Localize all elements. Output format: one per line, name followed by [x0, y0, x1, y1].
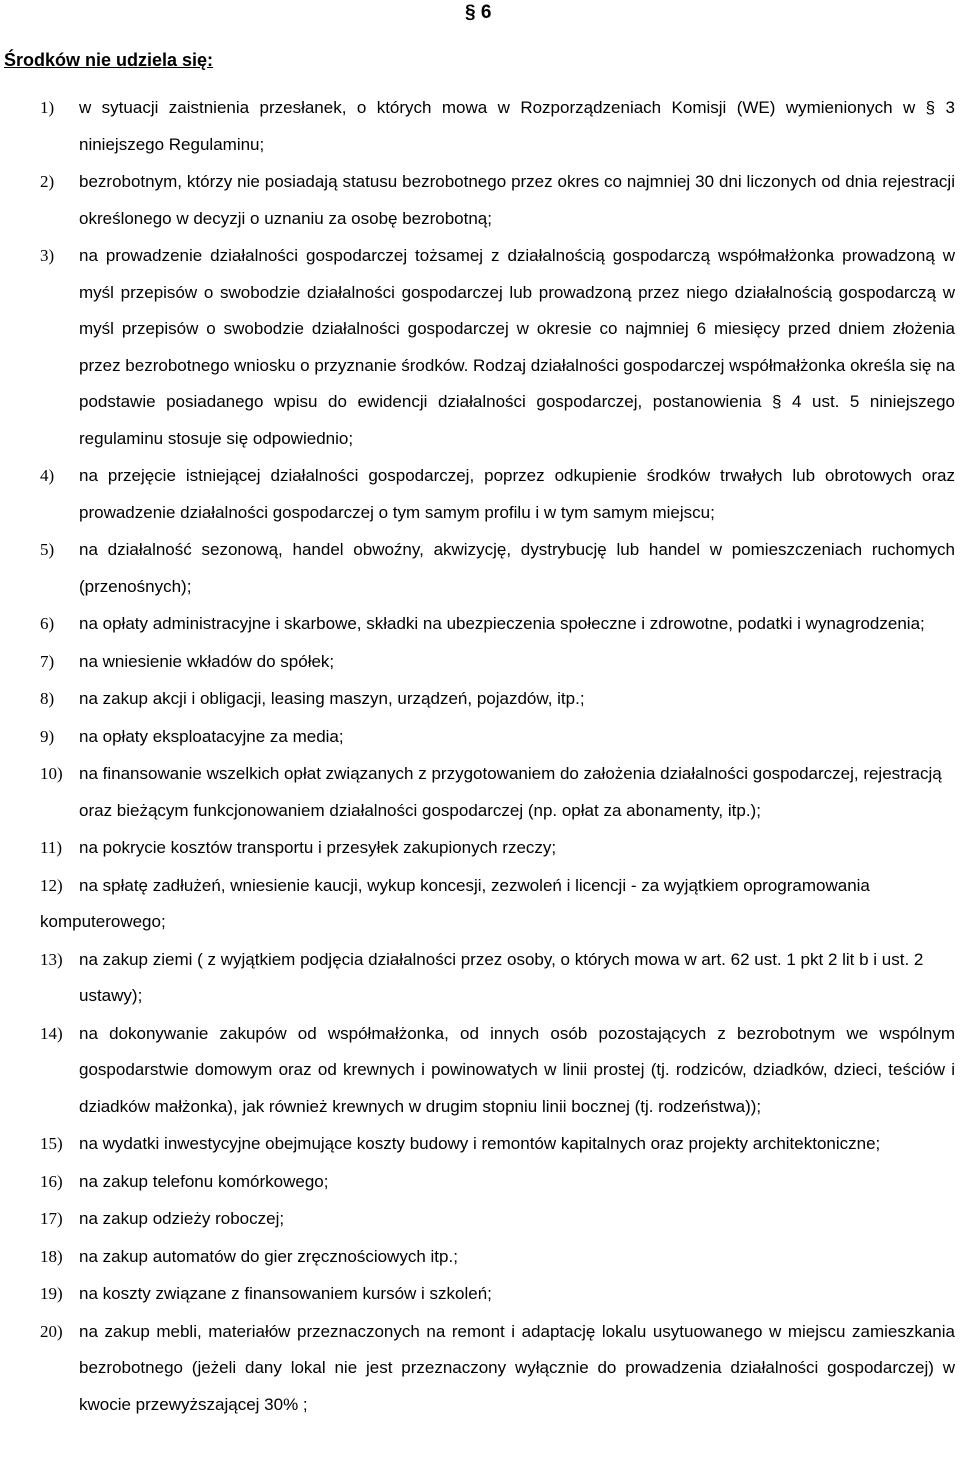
item-text: na zakup odzieży roboczej; [79, 1209, 285, 1228]
list-item [0, 681, 960, 718]
item-text: w sytuacji zaistnienia przesłanek, o których mowa w Rozporządzeniach Komisji (WE) wymienionych w § 3 niniejszego Regulaminu; [79, 98, 955, 154]
list-item [0, 458, 960, 531]
item-text: na zakup akcji i obligacji, leasing maszyn, urządzeń, pojazdów, itp.; [79, 689, 585, 708]
item-number: 8) [40, 689, 55, 708]
list-item [0, 1016, 960, 1126]
item-number: 5) [40, 540, 55, 559]
list-item [0, 90, 960, 163]
item-number: 4) [40, 466, 55, 485]
list-item [0, 1126, 960, 1163]
item-text: na zakup ziemi ( z wyjątkiem podjęcia działalności przez osoby, o których mowa w art. 62 ust. 1 pkt 2 lit b i ust. 2 ustawy); [79, 949, 924, 1005]
list-item [0, 1276, 960, 1313]
item-text: na wydatki inwestycyjne obejmujące koszty budowy i remontów kapitalnych oraz projekty architektoniczne; [79, 1134, 881, 1153]
list-item [0, 644, 960, 681]
item-text: bezrobotnym, którzy nie posiadają statusu bezrobotnego przez okres co najmniej 30 dni liczonych od dnia rejestracji określonego w decyzji o uznaniu za osobę bezrobotną; [79, 172, 955, 228]
list-item [0, 1164, 960, 1201]
item-number: 1) [40, 98, 55, 117]
item-text: na dokonywanie zakupów od współmałżonka, od innych osób pozostających z bezrobotnym we wspólnym gospodarstwie domowym oraz od krewnych i powinowatych w linii prostej (tj. rodziców, dziadków, dzieci, teściów i dziadków małżonka), jak również krewnych w drugim stopniu linii bocznej (tj. rodzeństwa)); [79, 1023, 955, 1116]
item-number: 6) [40, 614, 55, 633]
item-number: 10) [40, 764, 63, 783]
list-item [0, 1201, 960, 1238]
list-item [0, 868, 960, 941]
item-number: 19) [40, 1284, 63, 1303]
item-text: na opłaty administracyjne i skarbowe, składki na ubezpieczenia społeczne i zdrowotne, podatki i wynagrodzenia; [79, 614, 925, 633]
section-heading: Środków nie udziela się: [4, 50, 214, 70]
item-number: 11) [40, 838, 63, 857]
item-text: na opłaty eksploatacyjne za media; [79, 726, 344, 746]
item-number: 20) [40, 1321, 63, 1341]
item-text: na przejęcie istniejącej działalności gospodarczej, poprzez odkupienie środków trwałych lub obrotowych oraz prowadzenie działalności gospodarczej o tym samym profilu i w tym samym miejscu; [79, 466, 955, 522]
item-text: na wniesienie wkładów do spółek; [79, 651, 335, 671]
item-text: na spłatę zadłużeń, wniesienie kaucji, wykup koncesji, zezwoleń i licencji - za wyjątkiem oprogramowania komputerowego; [40, 875, 870, 931]
item-number: 12) [40, 875, 63, 895]
section-number: § 6 [465, 2, 492, 23]
item-number: 18) [40, 1246, 63, 1266]
exclusion-list [0, 90, 960, 1424]
item-number: 9) [40, 726, 55, 746]
item-text: na działalność sezonową, handel obwoźny, akwizycję, dystrybucję lub handel w pomieszczeniach ruchomych (przenośnych); [79, 540, 955, 596]
list-item [0, 164, 960, 237]
list-item [0, 942, 960, 1015]
item-text: na prowadzenie działalności gospodarczej tożsamej z działalnością gospodarczą współmałżonka prowadzoną w myśl przepisów o swobodzie działalności gospodarczej lub prowadzoną przez niego działalnością gospodarczą w myśl przepisów o swobodzie działalności gospodarczej w okresie co najmniej 6 miesięcy przed dniem złożenia przez bezrobotnego wniosku o przyznanie środków. Rodzaj działalności gospodarczej współmałżonka określa się na podstawie posiadanego wpisu do ewidencji działalności gospodarczej, postanowienia § 4 ust. 5 niniejszego regulaminu stosuje się odpowiednio; [79, 246, 955, 448]
list-item [0, 756, 960, 829]
list-item [0, 719, 960, 756]
list-item [0, 532, 960, 605]
item-number: 3) [40, 246, 55, 265]
item-number: 2) [40, 172, 55, 191]
item-number: 7) [40, 651, 55, 671]
item-text: na zakup mebli, materiałów przeznaczonych na remont i adaptację lokalu usytuowanego w miejscu zamieszkania bezrobotnego (jeżeli dany lokal nie jest przeznaczony wyłącznie do prowadzenia działalności gospodarczej) w kwocie przewyższającej 30% ; [79, 1321, 955, 1414]
list-item [0, 606, 960, 643]
list-item [0, 1239, 960, 1276]
item-number: 16) [40, 1171, 63, 1191]
list-item [0, 1314, 960, 1424]
item-number: 14) [40, 1023, 63, 1043]
item-text: na koszty związane z finansowaniem kursów i szkoleń; [79, 1284, 492, 1303]
item-number: 15) [40, 1134, 63, 1153]
list-item [0, 830, 960, 867]
list-item [0, 238, 960, 457]
item-text: na finansowanie wszelkich opłat związanych z przygotowaniem do założenia działalności gospodarczej, rejestracją oraz bieżącym funkcjonowaniem działalności gospodarczej (np. opłat za abonamenty, itp.); [79, 764, 942, 820]
item-text: na zakup telefonu komórkowego; [79, 1171, 329, 1191]
item-number: 17) [40, 1209, 63, 1228]
item-text: na zakup automatów do gier zręcznościowych itp.; [79, 1246, 458, 1266]
item-number: 13) [40, 949, 63, 969]
item-text: na pokrycie kosztów transportu i przesyłek zakupionych rzeczy; [79, 838, 557, 857]
